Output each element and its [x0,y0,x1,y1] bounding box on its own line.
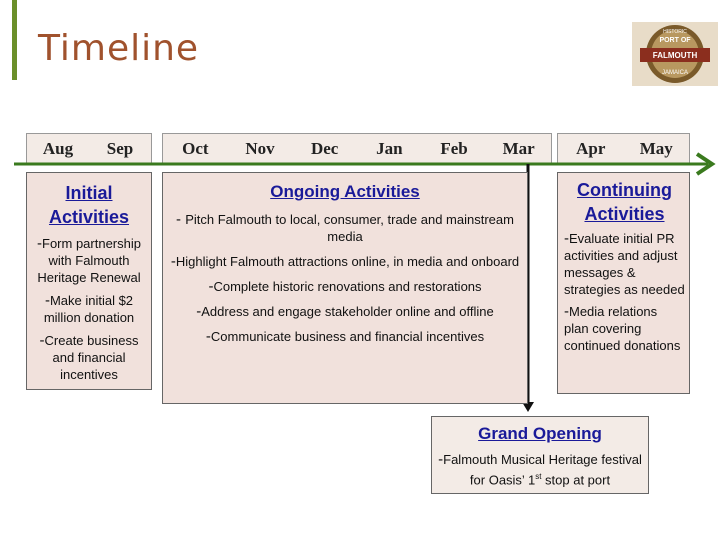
page-title: Timeline [38,28,200,69]
month-label: May [639,139,673,158]
ongoing-activities-box [162,172,528,404]
initial-activities-box [26,172,152,390]
month-label: Sep [106,139,134,158]
logo-text-port: PORT OF [659,37,691,44]
ongoing-item: -Complete historic renovations and restorations [208,278,482,295]
initial-activities-title: Initial Activities [48,183,130,227]
ongoing-item: -Highlight Falmouth attractions online, in media and onboard [170,253,520,270]
month-label: Jan [376,139,403,158]
logo-text-jamaica: JAMAICA [661,70,689,76]
month-label: Dec [310,139,339,158]
ongoing-item: -Address and engage stakeholder online and offline [196,303,494,320]
logo-text-historic: HISTORIC [663,29,687,35]
month-label: Aug [42,139,74,158]
grand-opening-title: Grand Opening [478,424,602,443]
initial-item: -Form partnership with Falmouth Heritage Renewal [37,235,141,285]
month-label: Mar [502,139,535,158]
ongoing-item: - Pitch Falmouth to local, consumer, trade and mainstream media [176,211,514,244]
continuing-activities-title: Continuing Activities [577,180,672,224]
month-label: Apr [576,139,606,158]
ongoing-activities-title: Ongoing Activities [270,182,420,201]
month-label: Feb [440,139,468,158]
grand-opening-item: -Falmouth Musical Heritage festival for Oasis’ 1st stop at port [438,451,642,488]
month-label: Oct [182,139,209,158]
initial-item: -Create business and financial incentives [39,332,139,382]
ongoing-item: -Communicate business and financial incentives [205,328,485,345]
logo-text-falmouth: FALMOUTH [652,51,698,60]
continuing-activities-box [557,172,690,394]
initial-item: -Make initial $2 million donation [43,292,135,325]
continuing-item: -Media relations plan covering continued donations [564,303,681,353]
grand-opening-box [431,416,649,494]
month-label: Nov [245,139,275,158]
continuing-item: -Evaluate initial PR activities and adjust messages & strategies as needed [564,230,685,297]
